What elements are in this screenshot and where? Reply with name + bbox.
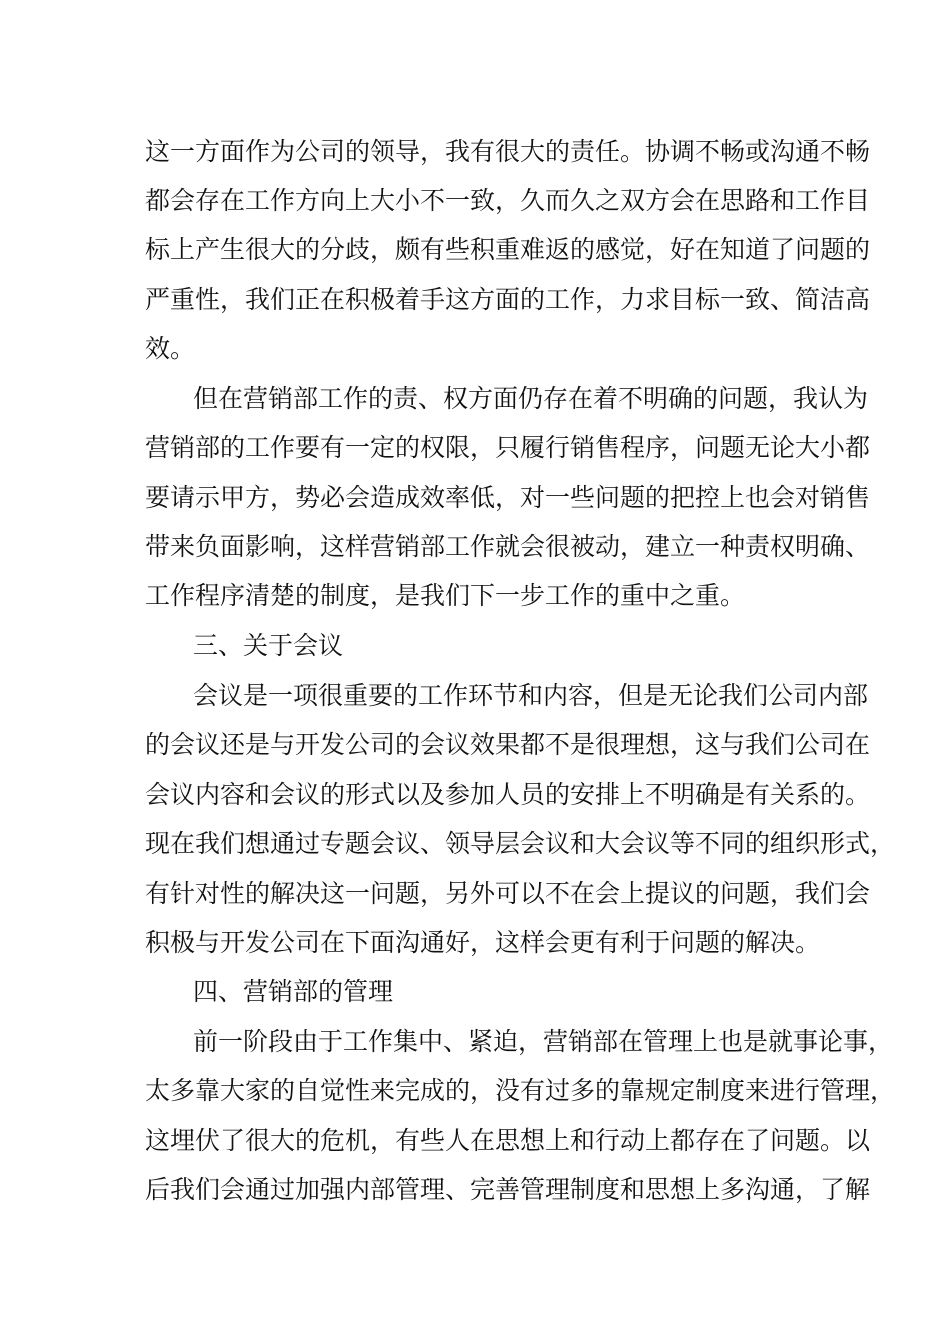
section-heading: 四、营销部的管理 bbox=[193, 977, 394, 1006]
text-line: 太多靠大家的自觉性来完成的，没有过多的靠规定制度来进行管理， bbox=[145, 1076, 896, 1105]
text-line: 带来负面影响，这样营销部工作就会很被动，建立一种责权明确、 bbox=[145, 532, 871, 561]
text-line: 有针对性的解决这一问题，另外可以不在会上提议的问题，我们会 bbox=[145, 879, 871, 908]
text-line: 效。 bbox=[145, 334, 196, 363]
text-line: 标上产生很大的分歧，颇有些积重难返的感觉，好在知道了问题的 bbox=[145, 235, 871, 264]
text-line: 要请示甲方，势必会造成效率低，对一些问题的把控上也会对销售 bbox=[145, 483, 871, 512]
text-line: 工作程序清楚的制度，是我们下一步工作的重中之重。 bbox=[145, 581, 746, 610]
text-line: 会议内容和会议的形式以及参加人员的安排上不明确是有关系的。 bbox=[145, 780, 871, 809]
text-line: 这埋伏了很大的危机，有些人在思想上和行动上都存在了问题。以 bbox=[145, 1126, 871, 1155]
section-heading: 三、关于会议 bbox=[193, 631, 344, 660]
text-line: 会议是一项很重要的工作环节和内容，但是无论我们公司内部 bbox=[193, 681, 869, 710]
text-line: 的会议还是与开发公司的会议效果都不是很理想，这与我们公司在 bbox=[145, 730, 871, 759]
text-line: 都会存在工作方向上大小不一致，久而久之双方会在思路和工作目 bbox=[145, 186, 871, 215]
text-line: 这一方面作为公司的领导，我有很大的责任。协调不畅或沟通不畅 bbox=[145, 137, 871, 166]
text-line: 但在营销部工作的责、权方面仍存在着不明确的问题，我认为 bbox=[193, 384, 869, 413]
text-line: 前一阶段由于工作集中、紧迫，营销部在管理上也是就事论事， bbox=[193, 1027, 894, 1056]
text-line: 营销部的工作要有一定的权限，只履行销售程序，问题无论大小都 bbox=[145, 433, 871, 462]
text-line: 后我们会通过加强内部管理、完善管理制度和思想上多沟通，了解 bbox=[145, 1175, 871, 1204]
text-line: 积极与开发公司在下面沟通好，这样会更有利于问题的解决。 bbox=[145, 928, 821, 957]
text-line: 严重性，我们正在积极着手这方面的工作，力求目标一致、简洁高 bbox=[145, 285, 871, 314]
text-line: 现在我们想通过专题会议、领导层会议和大会议等不同的组织形式， bbox=[145, 829, 896, 858]
